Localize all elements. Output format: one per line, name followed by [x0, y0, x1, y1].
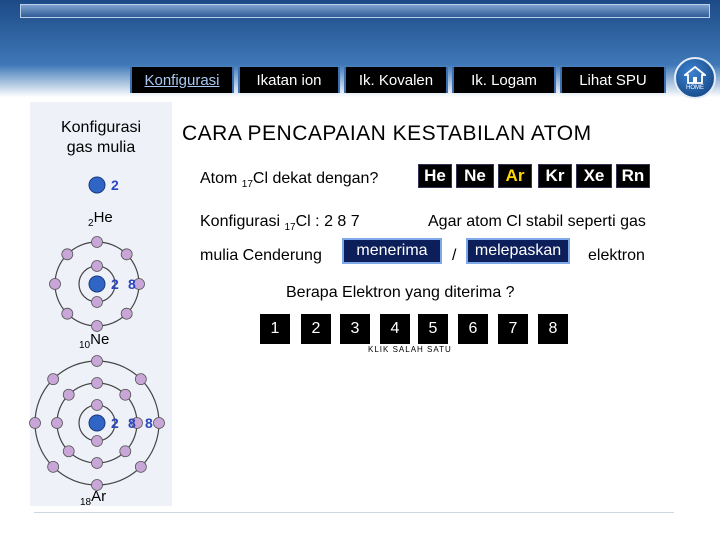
- electron-dot: [48, 461, 59, 472]
- electron-dot: [52, 418, 63, 429]
- shell-electron-count: 8: [128, 415, 136, 431]
- number-button-2[interactable]: 2: [301, 314, 331, 344]
- electron-dot: [92, 400, 103, 411]
- gas-button-xe[interactable]: Xe: [576, 164, 612, 188]
- electron-dot: [92, 436, 103, 447]
- nav-ik-logam[interactable]: Ik. Logam: [452, 67, 556, 93]
- electron-dot: [92, 378, 103, 389]
- electron-dot: [92, 356, 103, 367]
- electron-dot: [63, 389, 74, 400]
- electron-dot: [120, 446, 131, 457]
- electron-dot: [92, 458, 103, 469]
- electron-dot: [154, 418, 165, 429]
- number-button-1[interactable]: 1: [260, 314, 290, 344]
- choice-melepaskan[interactable]: melepaskan: [466, 238, 570, 264]
- element-label-ar: $_{18}$Ar: [80, 488, 107, 508]
- electron-dot: [92, 297, 103, 308]
- electron-dot: [48, 374, 59, 385]
- question-count: Berapa Elektron yang diterima ?: [286, 284, 515, 301]
- nav-konfigurasi[interactable]: Konfigurasi: [130, 67, 234, 93]
- electron-dot: [120, 389, 131, 400]
- nucleus: [89, 415, 105, 431]
- panel-title-line1: Konfigurasi: [60, 119, 142, 136]
- element-label-ne: $_{10}$Ne: [79, 331, 110, 351]
- elektron-text: elektron: [588, 247, 645, 264]
- electron-dot: [30, 418, 41, 429]
- shell-electron-count: 2: [111, 415, 119, 431]
- choice-separator: /: [452, 247, 457, 264]
- question-nearest: Atom $_{17}$Cl dekat dengan?: [200, 170, 379, 191]
- electron-dot: [121, 308, 132, 319]
- electron-dot: [50, 279, 61, 290]
- number-button-4[interactable]: 4: [380, 314, 410, 344]
- gas-button-rn[interactable]: Rn: [616, 164, 650, 188]
- stable-text: Agar atom Cl stabil seperti gas: [428, 213, 646, 230]
- shell-electron-count: 8: [128, 276, 136, 292]
- shell-electron-count: 8: [145, 415, 153, 431]
- number-button-6[interactable]: 6: [458, 314, 488, 344]
- nucleus: [89, 276, 105, 292]
- number-button-3[interactable]: 3: [340, 314, 370, 344]
- panel-title-line2: gas mulia: [66, 139, 136, 156]
- number-button-8[interactable]: 8: [538, 314, 568, 344]
- gas-button-he[interactable]: He: [418, 164, 452, 188]
- electron-dot: [92, 261, 103, 272]
- electron-dot: [135, 461, 146, 472]
- element-label-he: $_2$He: [88, 209, 113, 229]
- mulia-text: mulia Cenderung: [200, 247, 322, 264]
- nav-lihat-spu[interactable]: Lihat SPU: [560, 67, 666, 93]
- electron-dot: [92, 321, 103, 332]
- nav-ik-kovalen[interactable]: Ik. Kovalen: [344, 67, 448, 93]
- gas-button-ne[interactable]: Ne: [456, 164, 494, 188]
- click-hint: KLIK SALAH SATU: [368, 345, 452, 354]
- gas-button-kr[interactable]: Kr: [538, 164, 572, 188]
- shell-electron-count: 2: [111, 177, 119, 193]
- page-title: CARA PENCAPAIAN KESTABILAN ATOM: [182, 122, 592, 145]
- home-label: HOME: [686, 84, 704, 91]
- electron-dot: [63, 446, 74, 457]
- number-button-7[interactable]: 7: [498, 314, 528, 344]
- electron-dot: [62, 249, 73, 260]
- number-button-5[interactable]: 5: [418, 314, 448, 344]
- nav-ikatan-ion[interactable]: Ikatan ion: [238, 67, 340, 93]
- electron-dot: [62, 308, 73, 319]
- shell-electron-count: 2: [111, 276, 119, 292]
- choice-menerima[interactable]: menerima: [342, 238, 442, 264]
- gas-button-ar[interactable]: Ar: [498, 164, 532, 188]
- electron-dot: [92, 237, 103, 248]
- electron-dot: [121, 249, 132, 260]
- nucleus: [89, 177, 105, 193]
- electron-dot: [135, 374, 146, 385]
- footer-divider: [34, 512, 674, 513]
- config-cl: Konfigurasi $_{17}$Cl : 2 8 7: [200, 213, 360, 234]
